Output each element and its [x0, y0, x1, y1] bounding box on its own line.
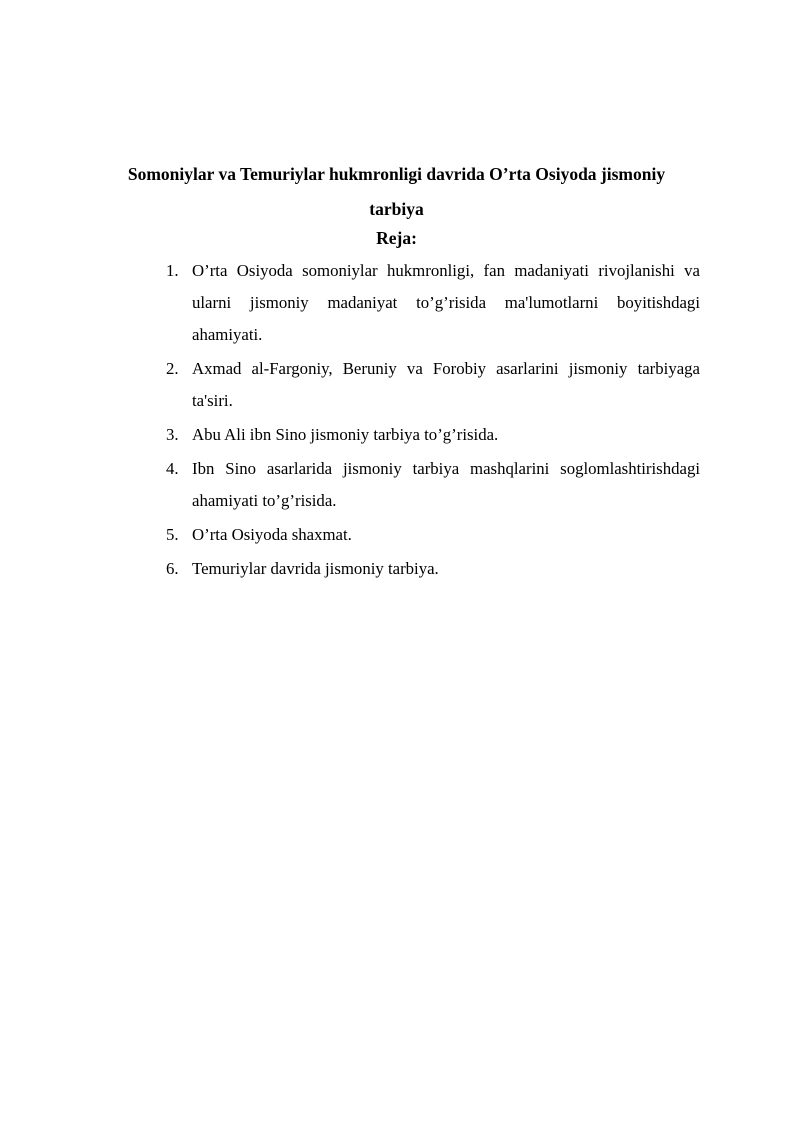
plan-item-text: Axmad al-Fargoniy, Beruniy va Forobiy asarlarini jismoniy tarbiyaga ta'siri. [192, 359, 700, 410]
plan-item-text: O’rta Osiyoda shaxmat. [192, 525, 352, 544]
plan-item [163, 453, 700, 517]
plan-item-number: 2. [166, 359, 179, 378]
plan-heading: Reja: [376, 228, 417, 248]
plan-item-number: 3. [166, 425, 179, 444]
plan-item-text: Temuriylar davrida jismoniy tarbiya. [192, 559, 439, 578]
plan-item-number: 5. [166, 525, 179, 544]
plan-item-text: O’rta Osiyoda somoniylar hukmronligi, fan madaniyati rivojlanishi va ularni jismoniy madaniyat to’g’risida ma'lumotlarni boyitishdagi ahamiyati. [192, 261, 700, 344]
plan-item [163, 353, 700, 417]
plan-item-text: Abu Ali ibn Sino jismoniy tarbiya to’g’risida. [192, 425, 499, 444]
plan-item-text: Ibn Sino asarlarida jismoniy tarbiya mashqlarini soglomlashtirishdagi ahamiyati to’g’risida. [192, 459, 700, 510]
document-title: Somoniylar va Temuriylar hukmronligi davrida O’rta Osiyoda jismoniy tarbiya [127, 164, 666, 219]
plan-item-number: 4. [166, 459, 179, 478]
plan-item [163, 419, 700, 451]
plan-item-number: 1. [166, 261, 179, 280]
plan-item-number: 6. [166, 559, 179, 578]
plan-item [163, 255, 700, 351]
plan-item [163, 553, 700, 585]
plan-list [163, 255, 700, 587]
plan-item [163, 519, 700, 551]
